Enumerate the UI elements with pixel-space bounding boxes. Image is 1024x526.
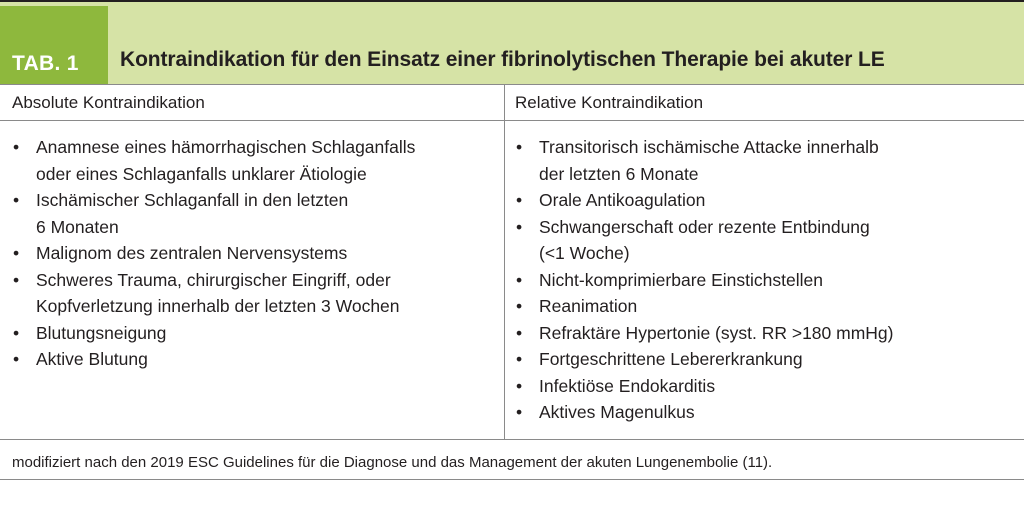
list-item: [515, 399, 1015, 426]
bullet-icon: •: [516, 296, 523, 316]
list-item-text: Anamnese eines hämorrhagischen Schlaganfalls: [36, 137, 416, 157]
column-divider: [504, 84, 505, 439]
table-header-band: [0, 0, 1024, 84]
list-item: [515, 320, 1015, 347]
list-item-text: Fortgeschrittene Lebererkrankung: [539, 349, 803, 369]
bullet-icon: •: [13, 137, 20, 157]
list-item: [12, 320, 492, 347]
bullet-icon: •: [516, 349, 523, 369]
bullet-icon: •: [13, 190, 20, 210]
bullet-icon: •: [516, 322, 523, 343]
list-item-text: Aktive Blutung: [36, 349, 148, 369]
list-item: [12, 267, 492, 320]
list-item-text: Reanimation: [539, 296, 638, 316]
bullet-icon: •: [13, 269, 20, 290]
list-item: [515, 293, 1015, 320]
bullet-icon: •: [13, 322, 20, 343]
list-item-text: Aktives Magenulkus: [539, 402, 695, 422]
bullet-icon: •: [516, 375, 523, 396]
list-item-text: Orale Antikoagulation: [539, 190, 706, 210]
list-item-text: Malignom des zentralen Nervensystems: [36, 243, 348, 263]
bullet-icon: •: [516, 137, 523, 157]
list-item: [515, 373, 1015, 400]
list-item-text: Infektiöse Endokarditis: [539, 375, 716, 396]
list-item-text: (<1 Woche): [539, 243, 630, 263]
table-number-tab: TAB. 1: [0, 6, 108, 84]
list-item-text: oder eines Schlaganfalls unklarer Ätiologie: [36, 163, 367, 184]
list-item-text: der letzten 6 Monate: [539, 163, 699, 184]
list-item: [12, 134, 492, 187]
list-item: [515, 267, 1015, 294]
list-item-text: Kopfverletzung innerhalb der letzten 3 Wochen: [36, 296, 400, 316]
bullet-icon: •: [516, 269, 523, 290]
list-item-text: Schweres Trauma, chirurgischer Eingriff, oder: [36, 269, 391, 290]
bullet-icon: •: [13, 243, 20, 263]
list-item: [515, 214, 1015, 267]
list-item: [12, 240, 492, 267]
column-header-relative: Relative Kontraindikation: [515, 93, 704, 112]
list-item-text: Transitorisch ischämische Attacke innerhalb: [539, 137, 879, 157]
list-item: [515, 134, 1015, 187]
list-item-text: Ischämischer Schlaganfall in den letzten: [36, 190, 349, 210]
list-item-text: 6 Monaten: [36, 216, 119, 237]
bullet-icon: •: [516, 216, 523, 237]
source-footnote: modifiziert nach den 2019 ESC Guidelines für die Diagnose und das Management der akuten Lungenembolie (11).: [12, 454, 773, 471]
list-item: [515, 346, 1015, 373]
table-footer: [0, 439, 1024, 480]
list-item: [12, 187, 492, 240]
list-item-text: Schwangerschaft oder rezente Entbindung: [539, 216, 870, 237]
bullet-icon: •: [516, 190, 523, 210]
column-header-row: [0, 84, 1024, 121]
relative-contraindication-list: [515, 134, 1015, 426]
list-item-text: Blutungsneigung: [36, 322, 167, 343]
list-item: [515, 187, 1015, 214]
table-title: Kontraindikation für den Einsatz einer fibrinolytischen Therapie bei akuter LE: [120, 48, 885, 71]
absolute-contraindication-list: [12, 134, 492, 373]
bullet-icon: •: [516, 402, 523, 422]
list-item-text: Refraktäre Hypertonie (syst. RR >180 mmHg): [539, 322, 894, 343]
bullet-icon: •: [13, 349, 20, 369]
list-item-text: Nicht-komprimierbare Einstichstellen: [539, 269, 823, 290]
list-item: [12, 346, 492, 373]
column-header-absolute: Absolute Kontraindikation: [12, 93, 205, 112]
